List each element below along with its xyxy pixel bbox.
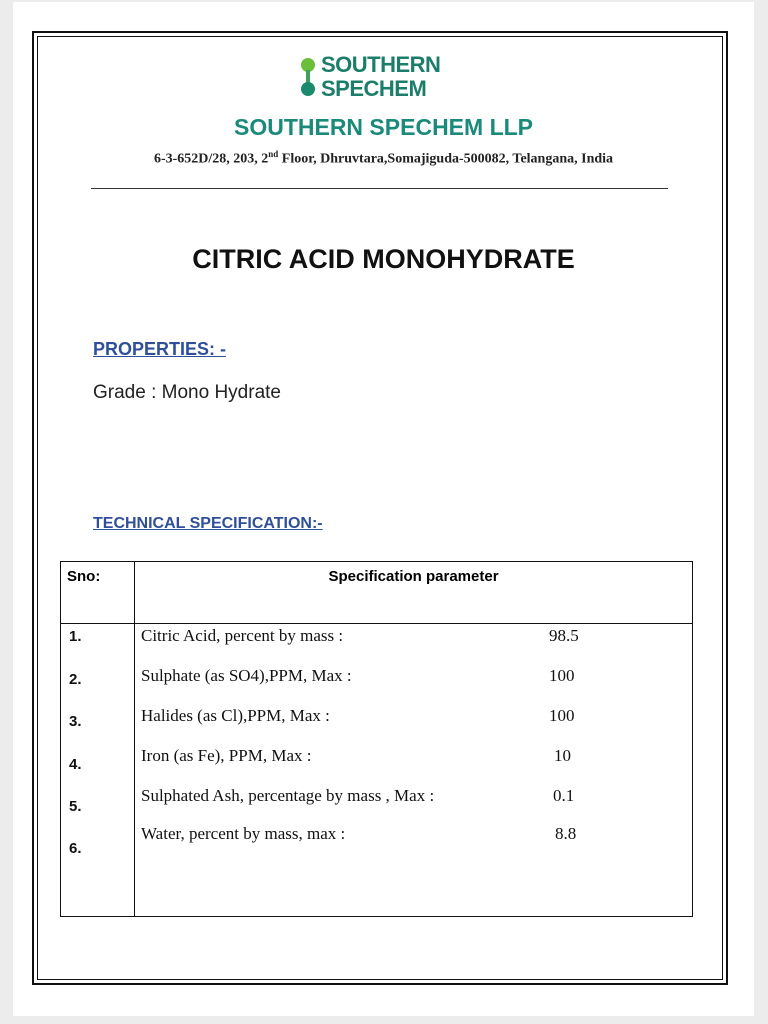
sno-column <box>61 624 135 917</box>
row-parameter: Halides (as Cl),PPM, Max : <box>141 706 330 725</box>
row-value: 0.1 <box>553 786 575 805</box>
spec-table-body-row <box>61 624 693 917</box>
company-name: SOUTHERN SPECHEM LLP <box>233 114 534 140</box>
row-sno: 5. <box>69 798 82 815</box>
logo-dot-bottom <box>301 82 315 96</box>
spec-table-header-row <box>61 562 693 624</box>
parameter-column <box>135 624 693 917</box>
grade-text: Grade : Mono Hydrate <box>93 382 281 403</box>
row-sno: 6. <box>69 840 82 857</box>
row-sno: 4. <box>69 756 82 773</box>
row-value: 100 <box>549 706 575 725</box>
col-header-parameter: Specification parameter <box>135 562 693 624</box>
row-value: 10 <box>554 746 571 765</box>
logo-text-line1: SOUTHERN <box>321 52 441 77</box>
address-part1: 6-3-652D/28, 203, 2 <box>153 151 269 167</box>
row-parameter: Sulphate (as SO4),PPM, Max : <box>141 666 352 685</box>
row-sno: 1. <box>69 628 82 645</box>
row-parameter: Iron (as Fe), PPM, Max : <box>141 746 312 765</box>
row-value: 8.8 <box>555 824 577 843</box>
company-logo <box>299 52 459 104</box>
col-header-sno: Sno: <box>61 562 135 624</box>
row-parameter: Sulphated Ash, percentage by mass , Max : <box>141 786 435 805</box>
logo-text-line2: SPECHEM <box>321 76 427 101</box>
row-parameter: Citric Acid, percent by mass : <box>141 626 344 645</box>
row-sno: 3. <box>69 713 82 730</box>
technical-spec-heading: TECHNICAL SPECIFICATION:- <box>93 515 323 532</box>
document-page <box>13 2 754 1016</box>
row-value: 98.5 <box>549 626 579 645</box>
document-title: CITRIC ACID MONOHYDRATE <box>192 244 575 274</box>
row-sno: 2. <box>69 671 82 688</box>
company-address <box>13 149 754 168</box>
header-divider <box>91 188 668 189</box>
spec-table <box>60 561 693 917</box>
address-part2: Floor, Dhruvtara,Somajiguda-500082, Telangana, India <box>278 151 614 167</box>
properties-heading: PROPERTIES: - <box>93 339 227 359</box>
row-parameter: Water, percent by mass, max : <box>141 824 346 843</box>
row-value: 100 <box>549 666 575 685</box>
address-superscript: nd <box>268 149 279 159</box>
